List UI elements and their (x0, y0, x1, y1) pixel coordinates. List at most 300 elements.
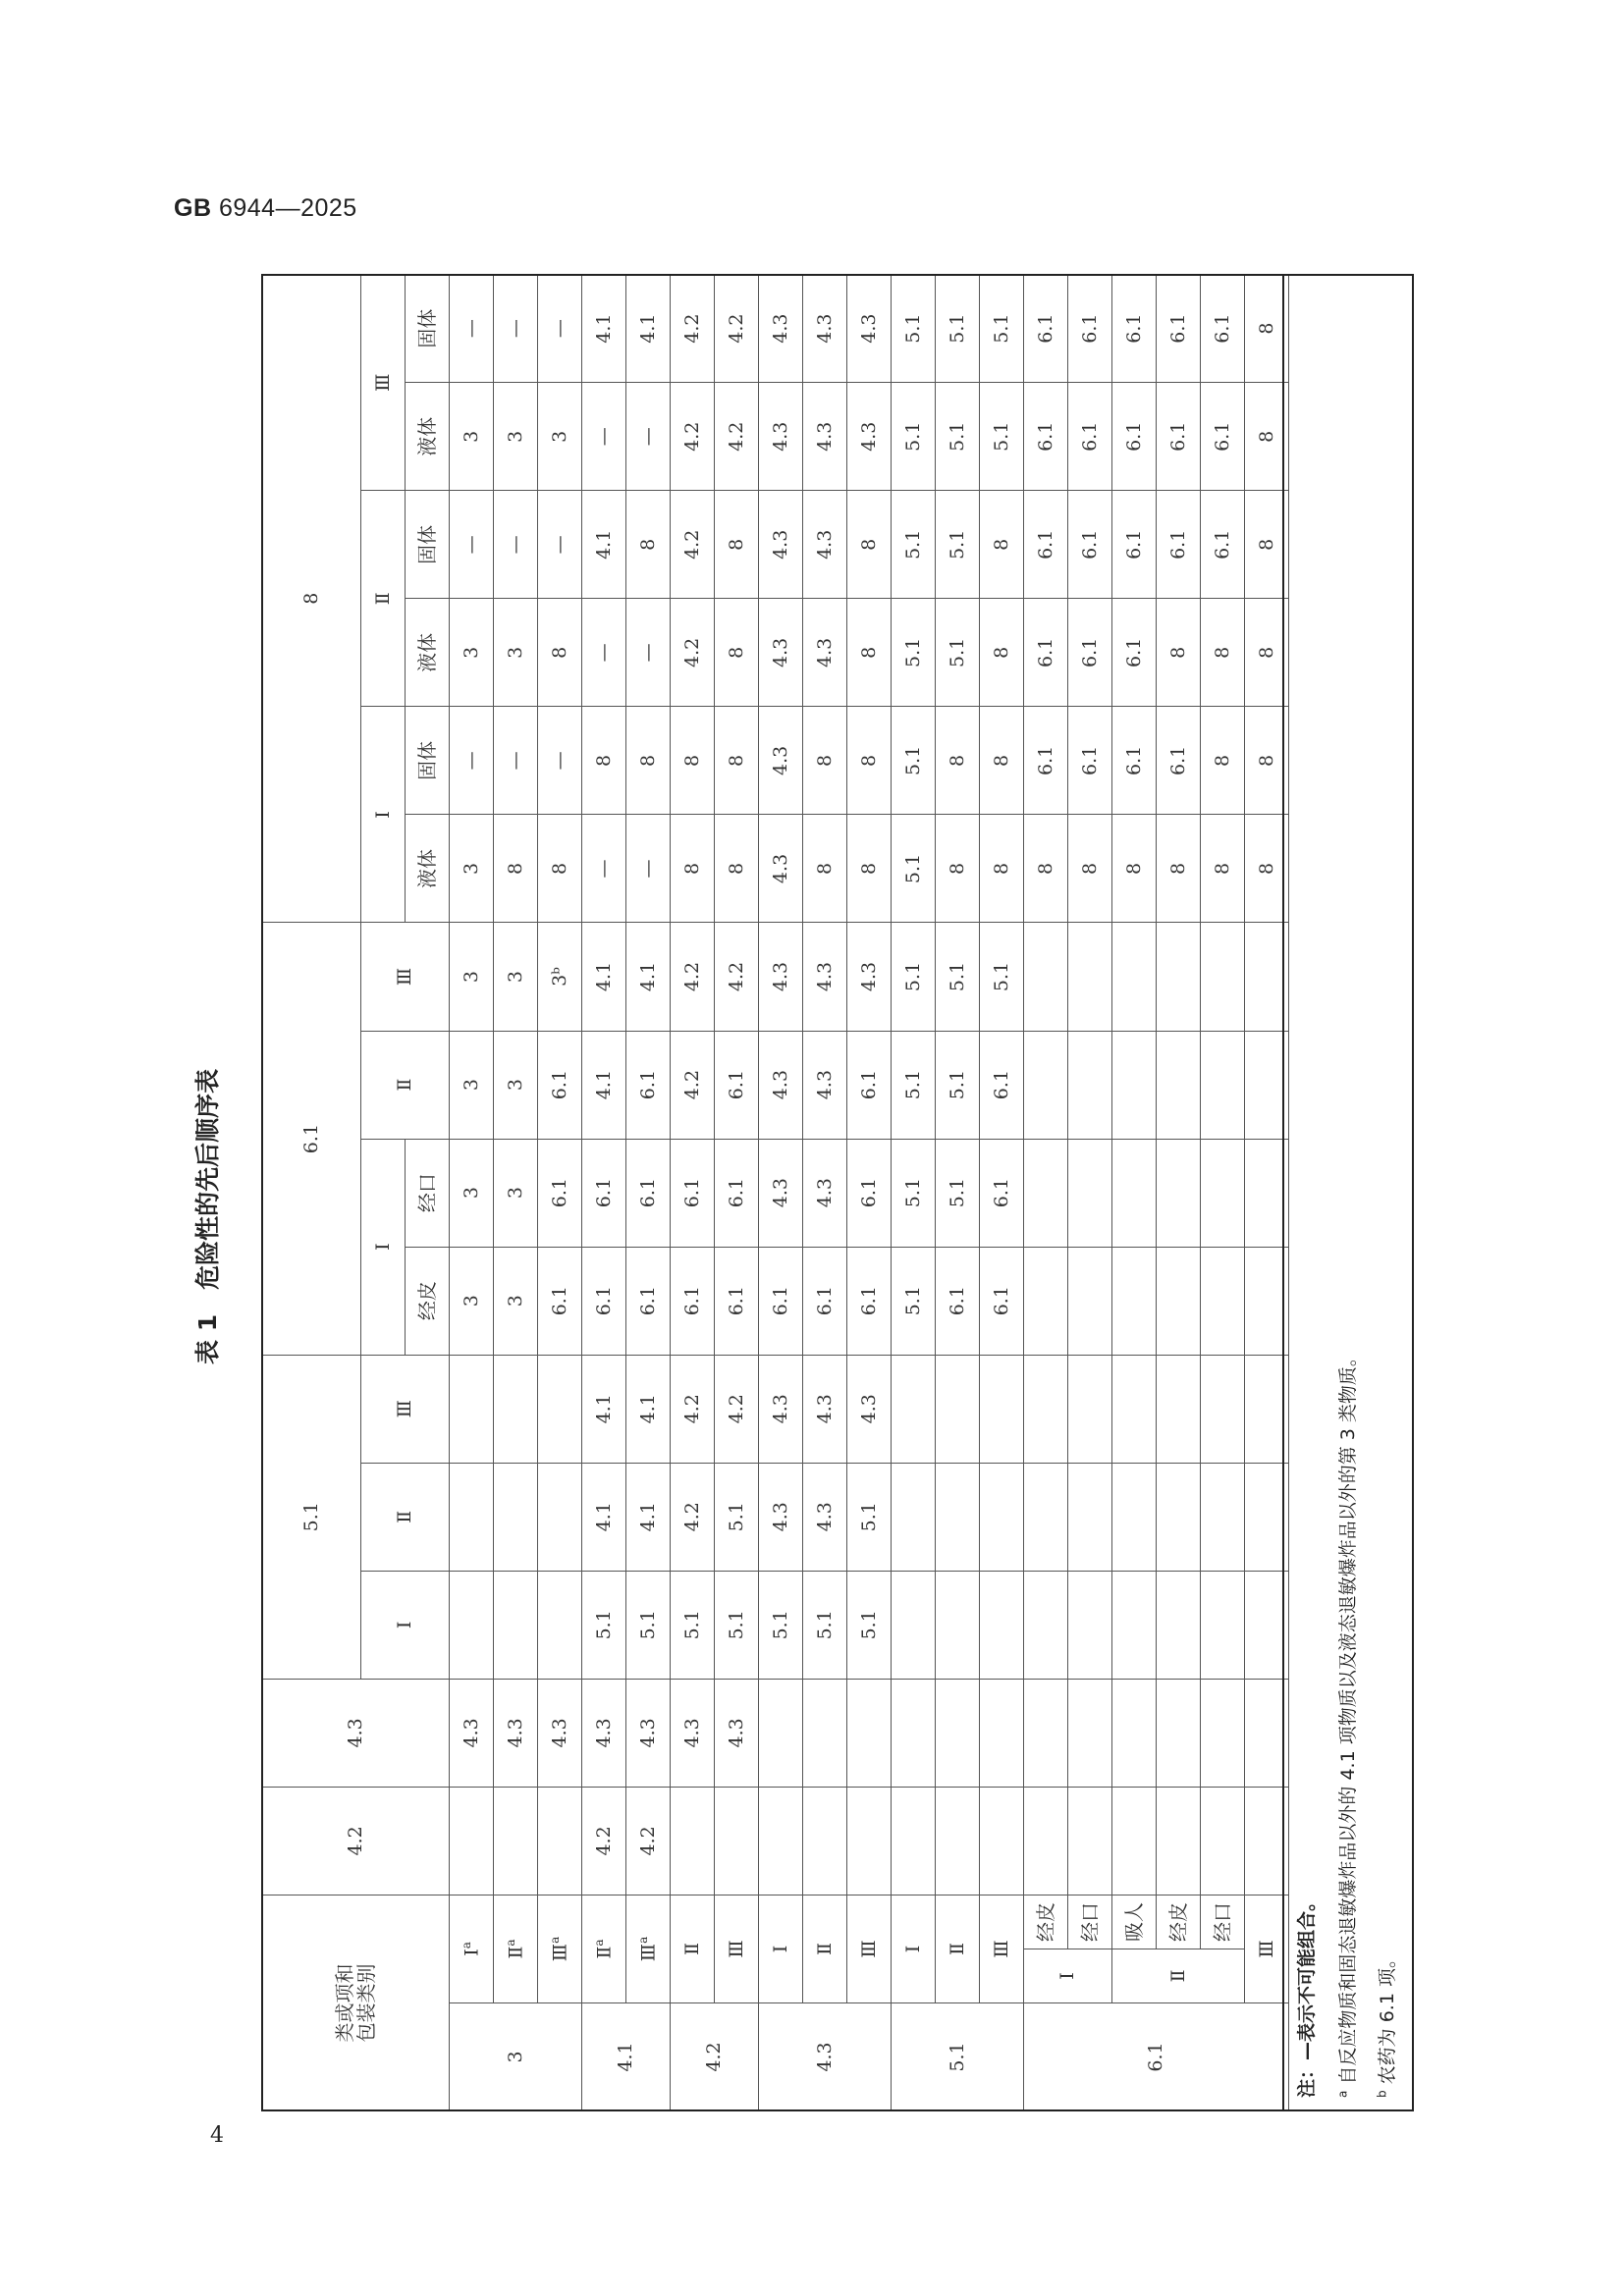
table-cell: 6.1 (759, 1247, 803, 1355)
table-cell: 4.2 (671, 599, 715, 707)
table-cell (1024, 1571, 1068, 1679)
table-cell: 5.1 (671, 1571, 715, 1679)
row-route-label: 吸人 (1112, 1895, 1157, 1949)
table-cell: 6.1 (1024, 599, 1068, 707)
table-cell: 6.1 (582, 1247, 626, 1355)
table-cell (1201, 1571, 1245, 1679)
table-cell: 6.1 (847, 1247, 892, 1355)
row-pg-label (803, 1895, 847, 2002)
table-cell: 5.1 (582, 1571, 626, 1679)
table-cell: 4.3 (538, 1679, 582, 1787)
table-cell: 4.1 (582, 1463, 626, 1571)
col-head-5-1-pg2: Ⅱ (361, 1463, 450, 1571)
table-cell: 8 (1201, 599, 1245, 707)
table-cell: — (626, 599, 671, 707)
table-cell: 6.1 (980, 1139, 1024, 1247)
table-row (1157, 275, 1201, 2111)
table-cell: 5.1 (936, 383, 980, 491)
table-cell: 5.1 (936, 923, 980, 1031)
col-head-8-pg1: Ⅰ (361, 707, 406, 923)
table-cell: 4.2 (671, 491, 715, 599)
table-cell (1201, 1247, 1245, 1355)
row-class-label: 4.1 (582, 2002, 671, 2110)
table-cell: — (494, 275, 538, 383)
table-cell (1024, 1139, 1068, 1247)
table-cell: 5.1 (936, 491, 980, 599)
table-cell: 8 (980, 491, 1024, 599)
table-cell: 4.3 (759, 1139, 803, 1247)
col-head-6-1: 6.1 (262, 923, 361, 1355)
table-cell: 5.1 (980, 383, 1024, 491)
row-pg-label (715, 1895, 759, 2002)
table-cell (1157, 1571, 1201, 1679)
table-cell: 4.3 (759, 1355, 803, 1463)
table-cell: 3 (450, 383, 494, 491)
table-cell: — (538, 275, 582, 383)
table-cell: 4.2 (671, 1355, 715, 1463)
table-cell: — (582, 383, 626, 491)
table-cell: 4.3 (803, 1355, 847, 1463)
table-cell: 5.1 (626, 1571, 671, 1679)
row-pg-label (671, 1895, 715, 2002)
row-pg-label (450, 1895, 494, 2002)
table-cell: 6.1 (1068, 275, 1112, 383)
table-cell (1201, 1355, 1245, 1463)
table-cell: 6.1 (582, 1139, 626, 1247)
col-head-6-1-pg2: Ⅱ (361, 1031, 450, 1139)
table-cell: 8 (847, 707, 892, 815)
table-cell: 3 (494, 1031, 538, 1139)
table-cell: 4.1 (582, 491, 626, 599)
table-cell (892, 1787, 936, 1895)
table-cell: 5.1 (980, 923, 1024, 1031)
table-cell: 4.3 (759, 491, 803, 599)
table-cell: 3 (494, 923, 538, 1031)
row-pg-label (494, 1895, 538, 2002)
footnote-a-mark: a (1335, 2090, 1350, 2098)
table-row (450, 275, 494, 2111)
table-cell: 8 (1024, 815, 1068, 923)
col-head-5-1-pg1: Ⅰ (361, 1571, 450, 1679)
table-cell: 8 (582, 707, 626, 815)
row-route-label: 经皮 (1157, 1895, 1201, 1949)
table-cell: 3ᵇ (538, 923, 582, 1031)
table-cell (1068, 1031, 1112, 1139)
table-cell (450, 1463, 494, 1571)
table-cell (1068, 1571, 1112, 1679)
col-head-8-liquid: 液体 (406, 815, 450, 923)
table-cell: 5.1 (892, 383, 936, 491)
row-footnote-mark: a (459, 1942, 473, 1949)
table-row (538, 275, 582, 2111)
table-cell: 4.2 (671, 275, 715, 383)
table-cell: 6.1 (1024, 707, 1068, 815)
table-cell: 4.1 (582, 1355, 626, 1463)
table-cell: 8 (847, 815, 892, 923)
table-cell (1024, 1355, 1068, 1463)
table-cell: 5.1 (847, 1571, 892, 1679)
table-cell: 6.1 (671, 1139, 715, 1247)
table-cell: 5.1 (936, 1031, 980, 1139)
col-head-6-1-pg1: Ⅰ (361, 1139, 406, 1355)
table-cell: 6.1 (715, 1139, 759, 1247)
table-cell: 5.1 (892, 1247, 936, 1355)
table-cell: — (450, 707, 494, 815)
table-cell: 6.1 (1112, 491, 1157, 599)
table-cell: 4.3 (803, 923, 847, 1031)
table-cell (936, 1463, 980, 1571)
table-cell (1112, 1355, 1157, 1463)
footnote-b (1373, 1949, 1399, 2098)
table-cell: 4.3 (759, 599, 803, 707)
table-cell: 5.1 (936, 599, 980, 707)
corner-cell (262, 1895, 450, 2110)
row-pg-text: Ⅰ (460, 1949, 483, 1956)
row-pg-text: Ⅲ (549, 1943, 571, 1962)
col-head-8-pg2: Ⅱ (361, 491, 406, 707)
footnote-b-text: 农药为 6.1 项。 (1377, 1949, 1398, 2085)
standard-number: 6944—2025 (218, 194, 357, 222)
table-cell: 3 (450, 1139, 494, 1247)
table-cell: 4.3 (803, 599, 847, 707)
table-cell: 8 (494, 815, 538, 923)
table-cell: 8 (1245, 599, 1289, 707)
table-cell (1068, 1679, 1112, 1787)
table-cell: 4.3 (847, 275, 892, 383)
row-class-label: 6.1 (1024, 2002, 1289, 2110)
table-cell (1068, 1463, 1112, 1571)
table-cell: 8 (980, 707, 1024, 815)
table-cell: 4.3 (759, 707, 803, 815)
table-row (759, 275, 803, 2111)
table-cell (494, 1787, 538, 1895)
row-pg-label (847, 1895, 892, 2002)
table-cell: 8 (1201, 707, 1245, 815)
table-row (803, 275, 847, 2111)
table-cell: 6.1 (1157, 707, 1201, 815)
table-cell (936, 1679, 980, 1787)
table-cell (1068, 1139, 1112, 1247)
table-cell: 8 (1245, 815, 1289, 923)
table-cell: 5.1 (936, 1139, 980, 1247)
footnote-b-mark: b (1375, 2090, 1389, 2098)
table-cell: 6.1 (1112, 383, 1157, 491)
table-notes (1282, 274, 1414, 2111)
table-cell (803, 1787, 847, 1895)
row-footnote-mark: a (591, 1939, 606, 1947)
table-cell: 8 (1245, 383, 1289, 491)
table-cell: 8 (1245, 707, 1289, 815)
table-cell (1157, 1247, 1201, 1355)
table-cell: 6.1 (847, 1139, 892, 1247)
table-row (1112, 275, 1157, 2111)
table-cell: 4.2 (715, 923, 759, 1031)
table-cell: 4.2 (671, 383, 715, 491)
table-cell: 6.1 (626, 1139, 671, 1247)
table-cell (847, 1679, 892, 1787)
table-cell (1201, 923, 1245, 1031)
table-cell: — (626, 815, 671, 923)
col-head-8-solid: 固体 (406, 275, 450, 383)
table-cell: 8 (715, 599, 759, 707)
table-cell (759, 1679, 803, 1787)
table-cell: 8 (626, 491, 671, 599)
table-cell (1068, 1247, 1112, 1355)
table-row (626, 275, 671, 2111)
table-cell: 4.2 (715, 1355, 759, 1463)
table-cell: 6.1 (1068, 491, 1112, 599)
table-cell: 4.1 (582, 1031, 626, 1139)
table-cell: 8 (803, 707, 847, 815)
table-cell: 3 (450, 1247, 494, 1355)
table-cell (1024, 1247, 1068, 1355)
row-class-label: 3 (450, 2002, 582, 2110)
table-cell: 8 (1245, 275, 1289, 383)
table-cell: 4.1 (626, 1355, 671, 1463)
table-cell: 8 (803, 815, 847, 923)
table-cell: 8 (980, 599, 1024, 707)
table-cell: — (538, 491, 582, 599)
table-cell (1024, 1031, 1068, 1139)
col-head-8-pg3: Ⅲ (361, 275, 406, 491)
table-cell: 4.2 (671, 1463, 715, 1571)
row-footnote-mark: a (503, 1939, 517, 1947)
corner-label-1: 类或项和 (333, 1963, 356, 2043)
table-cell (1157, 1463, 1201, 1571)
table-cell: 6.1 (1024, 383, 1068, 491)
table-cell: 6.1 (980, 1031, 1024, 1139)
standard-code: GB (174, 194, 212, 222)
col-head-8-solid: 固体 (406, 491, 450, 599)
row-pg-text: Ⅲ (725, 1940, 747, 1958)
table-row (582, 275, 626, 2111)
table-cell (936, 1787, 980, 1895)
table-cell: 4.3 (759, 1463, 803, 1571)
table-cell (1112, 1031, 1157, 1139)
table-cell (847, 1787, 892, 1895)
rotated-table-frame (261, 274, 1414, 2111)
note-dash: 注：—表示不可能组合。 (1296, 1892, 1318, 2098)
table-cell: 3 (494, 383, 538, 491)
table-cell: 4.1 (582, 275, 626, 383)
table-cell: 8 (936, 707, 980, 815)
table-row (1201, 275, 1245, 2111)
table-cell: 6.1 (1112, 599, 1157, 707)
table-cell: 8 (538, 815, 582, 923)
table-cell: — (494, 491, 538, 599)
table-cell (980, 1463, 1024, 1571)
row-pg-label (892, 1895, 936, 2002)
table-cell: 8 (715, 707, 759, 815)
table-cell: 5.1 (847, 1463, 892, 1571)
table-cell: 4.3 (759, 923, 803, 1031)
table-cell: 3 (450, 923, 494, 1031)
table-cell: 5.1 (892, 815, 936, 923)
table-cell: — (450, 275, 494, 383)
table-cell: 3 (450, 599, 494, 707)
table-cell: 6.1 (1068, 599, 1112, 707)
table-cell (1112, 923, 1157, 1031)
table-cell (892, 1571, 936, 1679)
table-row (1068, 275, 1112, 2111)
table-cell: 4.3 (715, 1679, 759, 1787)
table-cell: 6.1 (1068, 707, 1112, 815)
row-class-label: 4.3 (759, 2002, 892, 2110)
table-cell (936, 1355, 980, 1463)
table-cell (494, 1463, 538, 1571)
table-row (936, 275, 980, 2111)
table-cell: 6.1 (1201, 383, 1245, 491)
row-pg-text: Ⅱ (505, 1946, 527, 1959)
table-cell: 4.3 (803, 1139, 847, 1247)
table-cell: — (626, 383, 671, 491)
table-cell: 4.2 (715, 275, 759, 383)
table-cell (715, 1787, 759, 1895)
table-cell: — (538, 707, 582, 815)
footnote-a-text: 自反应物质和固态退敏爆炸品以外的 4.1 项物质以及液态退敏爆炸品以外的第 3 类物质。 (1337, 1348, 1359, 2085)
table-cell: 8 (626, 707, 671, 815)
row-route-label: 经口 (1068, 1895, 1112, 1949)
table-cell (1112, 1787, 1157, 1895)
corner-label-2: 包装类别 (354, 1963, 378, 2043)
table-cell: 6.1 (1157, 275, 1201, 383)
table-row (494, 275, 538, 2111)
table-cell: 6.1 (671, 1247, 715, 1355)
table-cell: 6.1 (538, 1139, 582, 1247)
table-cell: 4.3 (450, 1679, 494, 1787)
table-cell (1157, 1679, 1201, 1787)
table-row (1024, 275, 1068, 2111)
table-cell: 8 (980, 815, 1024, 923)
table-cell (494, 1355, 538, 1463)
table-cell (538, 1571, 582, 1679)
table-cell: 4.3 (626, 1679, 671, 1787)
table-cell (538, 1355, 582, 1463)
table-cell: 5.1 (892, 491, 936, 599)
table-cell (1068, 1355, 1112, 1463)
table-cell: 3 (494, 1247, 538, 1355)
table-row (671, 275, 715, 2111)
table-cell: — (450, 491, 494, 599)
row-footnote-mark: a (547, 1936, 562, 1944)
table-cell (1024, 1679, 1068, 1787)
table-cell: 6.1 (936, 1247, 980, 1355)
table-cell (1201, 1679, 1245, 1787)
col-head-6-1-pg3: Ⅲ (361, 923, 450, 1031)
row-pg-text: Ⅲ (637, 1943, 660, 1962)
table-cell: 4.3 (759, 383, 803, 491)
table-cell: 8 (1201, 815, 1245, 923)
row-pg-text: Ⅲ (990, 1940, 1012, 1958)
table-cell: 4.3 (671, 1679, 715, 1787)
table-cell: 6.1 (1201, 491, 1245, 599)
table-cell: 6.1 (715, 1031, 759, 1139)
col-head-5-1-pg3: Ⅲ (361, 1355, 450, 1463)
table-cell: 8 (847, 599, 892, 707)
row-pg-label: Ⅱ (1112, 1949, 1245, 2002)
table-cell: 8 (1245, 491, 1289, 599)
table-cell: 4.2 (582, 1787, 626, 1895)
table-row (715, 275, 759, 2111)
table-cell: 4.3 (847, 923, 892, 1031)
table-cell: 6.1 (1201, 275, 1245, 383)
table-cell: 6.1 (1157, 491, 1201, 599)
table-caption: 表 1 危险性的先后顺序表 (193, 1068, 222, 1364)
table-cell (1024, 923, 1068, 1031)
table-cell (892, 1679, 936, 1787)
table-cell: 6.1 (626, 1031, 671, 1139)
table-cell (1201, 1139, 1245, 1247)
table-cell: 5.1 (892, 1031, 936, 1139)
table-cell: 5.1 (980, 275, 1024, 383)
table-cell: 6.1 (715, 1247, 759, 1355)
table-cell: 4.3 (494, 1679, 538, 1787)
table-cell (450, 1571, 494, 1679)
table-cell (1112, 1571, 1157, 1679)
row-pg-label (980, 1895, 1024, 2002)
table-cell (450, 1355, 494, 1463)
row-pg-label: Ⅲ (1245, 1895, 1289, 2002)
col-head-8-liquid: 液体 (406, 599, 450, 707)
table-cell (803, 1679, 847, 1787)
table-cell: 8 (847, 491, 892, 599)
table-cell: 8 (671, 707, 715, 815)
table-cell: 5.1 (892, 599, 936, 707)
table-cell: — (494, 707, 538, 815)
table-cell (980, 1355, 1024, 1463)
table-cell (538, 1463, 582, 1571)
table-cell: 3 (450, 815, 494, 923)
row-pg-text: Ⅱ (680, 1942, 703, 1955)
col-head-6-1-skin: 经皮 (406, 1247, 450, 1355)
row-pg-label (936, 1895, 980, 2002)
precedence-table (261, 274, 1289, 2111)
table-cell: 3 (494, 1139, 538, 1247)
table-cell (1112, 1463, 1157, 1571)
row-pg-label (626, 1895, 671, 2002)
table-cell: 6.1 (1112, 275, 1157, 383)
table-cell (1201, 1787, 1245, 1895)
footnote-a (1333, 1348, 1360, 2098)
table-row (892, 275, 936, 2111)
table-cell: 4.2 (626, 1787, 671, 1895)
table-cell: 8 (715, 815, 759, 923)
row-pg-label (582, 1895, 626, 2002)
table-cell (1157, 923, 1201, 1031)
table-cell: 4.3 (759, 1031, 803, 1139)
col-head-8-liquid: 液体 (406, 383, 450, 491)
col-head-6-1-oral: 经口 (406, 1139, 450, 1247)
col-head-8: 8 (262, 275, 361, 923)
table-cell: 3 (494, 599, 538, 707)
row-pg-text: Ⅰ (769, 1945, 791, 1953)
table-cell: 5.1 (759, 1571, 803, 1679)
table-cell (980, 1679, 1024, 1787)
table-cell (1068, 923, 1112, 1031)
table-cell: 4.2 (671, 923, 715, 1031)
row-pg-text: Ⅱ (593, 1946, 616, 1959)
table-cell (892, 1355, 936, 1463)
table-cell (1157, 1355, 1201, 1463)
table-cell (1157, 1139, 1201, 1247)
table-cell (450, 1787, 494, 1895)
col-head-4-2: 4.2 (262, 1787, 450, 1895)
row-pg-text: Ⅱ (946, 1942, 968, 1955)
table-cell: 3 (538, 383, 582, 491)
table-cell: 5.1 (892, 923, 936, 1031)
table-cell: 4.3 (803, 1463, 847, 1571)
table-cell (538, 1787, 582, 1895)
